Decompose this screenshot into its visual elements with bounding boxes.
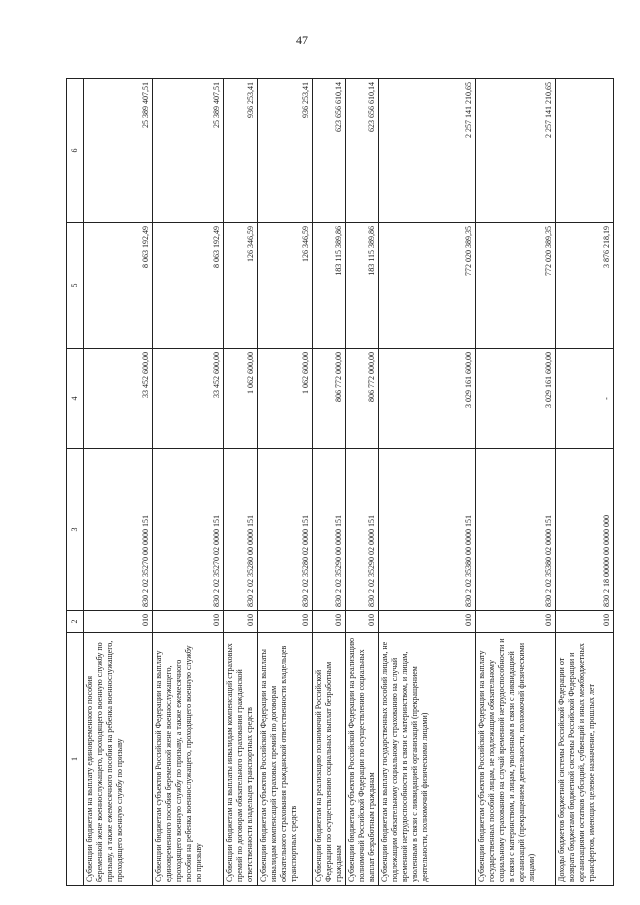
table-row <box>258 79 313 886</box>
rotated-table-area <box>66 79 611 886</box>
row-exec: 772 020 389,35 <box>476 223 556 349</box>
row-rest: 623 656 610,14 <box>346 79 379 223</box>
rotated-content <box>66 79 611 886</box>
row-plan: 1 062 600,00 <box>224 349 258 449</box>
row-code: 010 <box>258 611 313 633</box>
row-code: 010 <box>224 611 258 633</box>
col-header-3: 3 <box>67 449 84 611</box>
row-exec: 8 063 192,49 <box>84 223 153 349</box>
row-name: Доходы бюджетов бюджетной системы Российской Федерации от возврата бюджетами бюджетной системы Российской Федерации и организациями остатков субсидий, субвенций и иных межбюджетных трансфертов, имеющих целевое назначение, прошлых лет <box>556 633 614 886</box>
row-code: 010 <box>84 611 153 633</box>
row-exec: 772 020 389,35 <box>379 223 476 349</box>
table-row <box>476 79 556 886</box>
row-rest: 936 253,41 <box>224 79 258 223</box>
row-code: 010 <box>346 611 379 633</box>
row-name: Субвенции бюджетам на выплаты инвалидам компенсаций страховых премий по договорам обязательного страхования гражданской ответственности владельцев транспортных средств <box>224 633 258 886</box>
row-rest: 623 656 610,14 <box>313 79 346 223</box>
row-rest: 25 389 407,51 <box>84 79 153 223</box>
row-plan: 806 772 000,00 <box>346 349 379 449</box>
row-plan: - <box>556 349 614 449</box>
row-kbk: 830 2 02 35380 00 0000 151 <box>379 449 476 611</box>
row-kbk: 830 2 02 35380 02 0000 151 <box>476 449 556 611</box>
table-row <box>153 79 224 886</box>
table-row <box>556 79 614 886</box>
row-rest <box>556 79 614 223</box>
row-rest: 936 253,41 <box>258 79 313 223</box>
row-code: 010 <box>153 611 224 633</box>
row-name: Субвенции бюджетам субъектов Российской Федерации на выплату единовременного пособия беременной жене военнослужащего, проходящего военную службу по призыву, а также ежемесячного пособия на ребенка военнослужащего, проходящего военную службу по призыву <box>153 633 224 886</box>
table-row <box>313 79 346 886</box>
row-kbk: 830 2 02 35270 02 0000 151 <box>153 449 224 611</box>
table-row <box>379 79 476 886</box>
row-plan: 1 062 600,00 <box>258 349 313 449</box>
row-plan: 33 452 600,00 <box>153 349 224 449</box>
row-exec: 126 346,59 <box>224 223 258 349</box>
row-code: 010 <box>379 611 476 633</box>
page-number: 47 <box>296 33 308 47</box>
col-header-2: 2 <box>67 611 84 633</box>
row-code: 010 <box>556 611 614 633</box>
row-plan: 3 029 161 600,00 <box>379 349 476 449</box>
row-kbk: 830 2 02 35290 00 0000 151 <box>313 449 346 611</box>
row-name: Субвенции бюджетам субъектов Российской Федерации на реализацию полномочий Российской Федерации по осуществлению социальных выплат безработным гражданам <box>346 633 379 886</box>
header-row <box>67 79 84 886</box>
row-name: Субвенции бюджетам на выплату государственных пособий лицам, не подлежащим обязательному социальному страхованию на случай временной нетрудоспособности и в связи с материнством, и лицам, уволенным в связи с ликвидацией организаций (прекращением деятельности, полномочий физическими лицами) <box>379 633 476 886</box>
row-name: Субвенции бюджетам субъектов Российской Федерации на выплату государственных пособий лицам, не подлежащим обязательному социальному страхованию на случай временной нетрудоспособности и в связи с материнством, и лицам, уволенным в связи с ликвидацией организаций (прекращением деятельности, полномочий физическими лицами) <box>476 633 556 886</box>
row-kbk: 830 2 02 35280 00 0000 151 <box>224 449 258 611</box>
row-kbk: 830 2 02 35290 02 0000 151 <box>346 449 379 611</box>
row-kbk: 830 2 18 00000 00 0000 000 <box>556 449 614 611</box>
row-kbk: 830 2 02 35280 02 0000 151 <box>258 449 313 611</box>
table-row <box>84 79 153 886</box>
row-rest: 2 257 141 210,65 <box>476 79 556 223</box>
col-header-1: 1 <box>67 633 84 886</box>
col-header-5: 5 <box>67 223 84 349</box>
table-row <box>346 79 379 886</box>
row-exec: 183 115 389,86 <box>346 223 379 349</box>
row-exec: 126 346,59 <box>258 223 313 349</box>
row-kbk: 830 2 02 35270 00 0000 151 <box>84 449 153 611</box>
row-exec: 3 876 218,19 <box>556 223 614 349</box>
row-name: Субвенции бюджетам на реализацию полномочий Российской Федерации по осуществлению социальных выплат безработным гражданам <box>313 633 346 886</box>
row-plan: 806 772 000,00 <box>313 349 346 449</box>
row-name: Субвенции бюджетам на выплату единовременного пособия беременной жене военнослужащего, проходящего военную службу по призыву, а также ежемесячного пособия на ребенка военнослужащего, проходящего военную службу по призыву <box>84 633 153 886</box>
col-header-4: 4 <box>67 349 84 449</box>
row-rest: 2 257 141 210,65 <box>379 79 476 223</box>
budget-table <box>66 78 614 886</box>
row-plan: 3 029 161 600,00 <box>476 349 556 449</box>
table-row <box>224 79 258 886</box>
row-plan: 33 452 600,00 <box>84 349 153 449</box>
row-exec: 8 063 192,49 <box>153 223 224 349</box>
col-header-6: 6 <box>67 79 84 223</box>
row-rest: 25 389 407,51 <box>153 79 224 223</box>
row-code: 010 <box>313 611 346 633</box>
row-name: Субвенции бюджетам субъектов Российской Федерации на выплаты инвалидам компенсаций страховых премий по договорам обязательного страхования гражданской ответственности владельцев транспортных средств <box>258 633 313 886</box>
row-code: 010 <box>476 611 556 633</box>
row-exec: 183 115 389,86 <box>313 223 346 349</box>
